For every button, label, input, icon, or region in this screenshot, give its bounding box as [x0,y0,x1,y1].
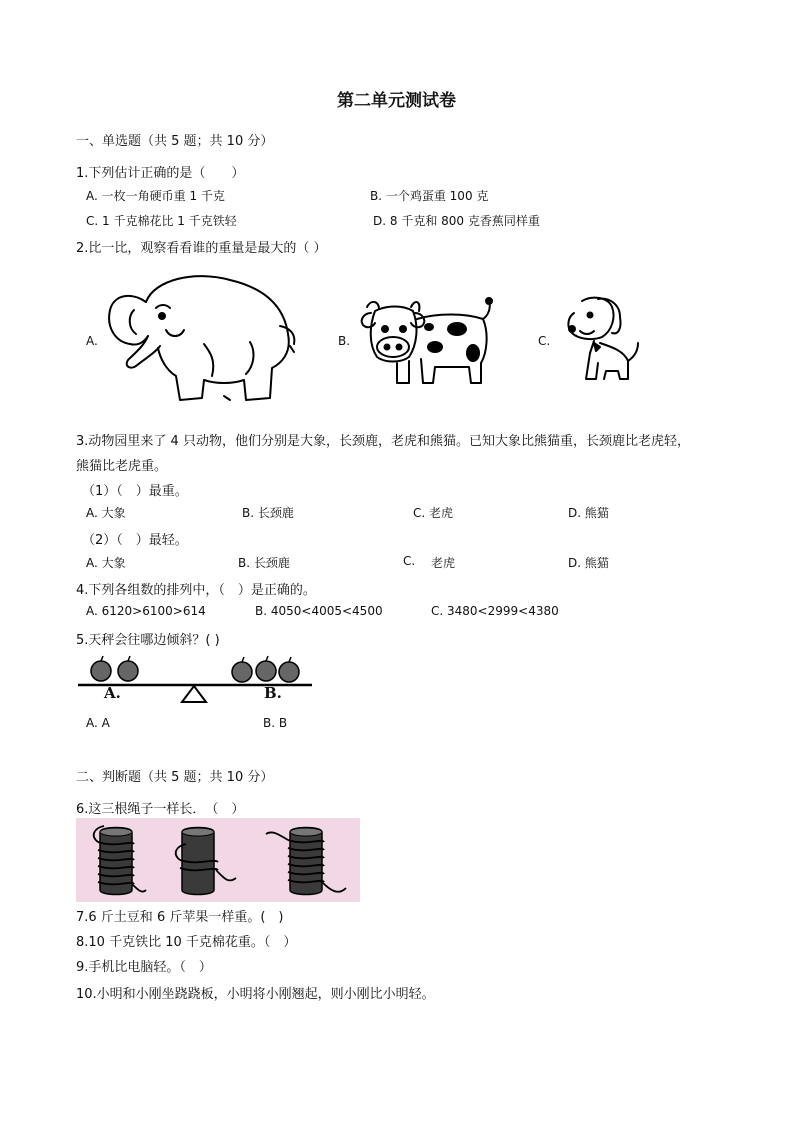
question-9-stem: 9.手机比电脑轻。（ ） [76,960,212,975]
question-5-stem: 5.天秤会往哪边倾斜？( ) [76,633,220,648]
q2-label-a[interactable]: A. [86,334,98,348]
q1-option-d[interactable]: D. 8 千克和 800 克香蕉同样重 [373,214,540,228]
section-header-true-false: 二、判断题（共 5 题；共 10 分） [76,770,274,785]
q4-option-a[interactable]: A. 6120>6100>614 [86,604,206,618]
q3-sub2-option-c-letter[interactable]: C. [403,554,416,568]
question-3-stem-line1: 3.动物园里来了 4 只动物，他们分别是大象，长颈鹿，老虎和熊猫。已知大象比熊猫重，长颈鹿比老虎轻， [76,434,690,449]
q3-sub2-option-a[interactable]: A. 大象 [86,556,126,570]
question-3-sub2-stem: （2）（ ）最轻。 [82,533,188,548]
question-7-stem: 7.6 斤土豆和 6 斤苹果一样重。( ) [76,910,284,925]
question-3-stem-line2: 熊猫比老虎重。 [76,459,168,474]
q1-option-a[interactable]: A. 一枚一角硬币重 1 千克 [86,189,225,203]
q1-option-c[interactable]: C. 1 千克棉花比 1 千克铁轻 [86,214,237,228]
balance-label-b: B. [264,684,282,702]
q2-label-b[interactable]: B. [338,334,351,348]
question-3-sub1-stem: （1）（ ）最重。 [82,484,188,499]
cow-icon [357,297,497,389]
question-8-stem: 8.10 千克铁比 10 千克棉花重。（ ） [76,935,297,950]
question-10-stem: 10.小明和小刚坐跷跷板，小明将小刚翘起，则小刚比小明轻。 [76,987,435,1002]
q3-sub1-option-c[interactable]: C. 老虎 [413,506,454,520]
q1-option-b[interactable]: B. 一个鸡蛋重 100 克 [370,189,489,203]
q5-option-a[interactable]: A. A [86,716,110,730]
q2-label-c[interactable]: C. [538,334,551,348]
q3-sub1-option-a[interactable]: A. 大象 [86,506,126,520]
ropes-figure [76,818,360,902]
question-6-stem: 6.这三根绳子一样长． （ ） [76,802,245,817]
question-4-stem: 4.下列各组数的排列中，（ ）是正确的。 [76,583,316,598]
question-2-stem: 2.比一比，观察看看谁的重量是最大的（ ） [76,241,327,256]
apple-icon [91,661,299,682]
q3-sub2-option-d[interactable]: D. 熊猫 [568,556,609,570]
section-header-single-choice: 一、单选题（共 5 题；共 10 分） [76,134,274,149]
q3-sub2-option-c-text[interactable]: 老虎 [431,556,456,570]
balance-label-a: A. [104,684,121,702]
q5-option-b[interactable]: B. B [263,716,288,730]
page-title: 第二单元测试卷 [337,91,456,111]
q3-sub1-option-b[interactable]: B. 长颈鹿 [242,506,294,520]
q3-sub1-option-d[interactable]: D. 熊猫 [568,506,609,520]
q3-sub2-option-b[interactable]: B. 长颈鹿 [238,556,290,570]
question-1-stem: 1.下列估计正确的是（ ） [76,166,245,181]
q4-option-b[interactable]: B. 4050<4005<4500 [255,604,383,618]
q4-option-c[interactable]: C. 3480<2999<4380 [431,604,559,618]
dog-icon [566,295,644,383]
elephant-icon [104,272,300,410]
